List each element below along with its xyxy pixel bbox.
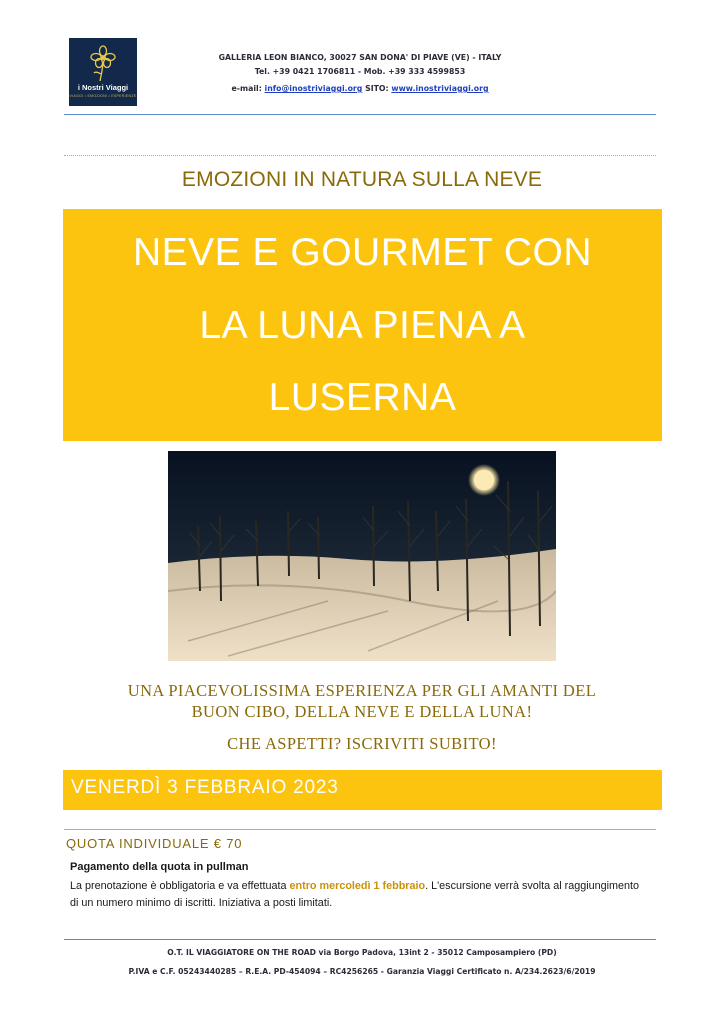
logo-name: i Nostri Viaggi [77,83,129,92]
lead-line-2: BUON CIBO, DELLA NEVE E DELLA LUNA! [191,702,533,721]
site-label: SITO: [365,84,389,93]
eyebrow-title: EMOZIONI IN NATURA SULLA NEVE [181,168,543,191]
header-phones: Tel. +39 0421 1706811 - Mob. +39 333 4599853 [254,67,466,76]
site-link[interactable]: www.inostriviaggi.org [391,84,489,93]
payment-note: Pagamento della quota in pullman [70,861,249,873]
footer-agency: O.T. IL VIAGGIATORE ON THE ROAD via Borgo Padova, 13int 2 - 35012 Camposampiero (PD) [167,948,557,957]
logo [69,38,137,106]
notes-before: La prenotazione è obbligatoria e va effettuata [70,880,290,892]
header-contacts [150,84,570,93]
quota-price: QUOTA INDIVIDUALE € 70 [66,836,243,851]
email-label: e-mail: [231,84,262,93]
notes-after: . L'escursione verrà svolta al raggiungimento di un numero minimo di iscritti. Iniziativa a posti limitati. [70,880,640,909]
header-address: GALLERIA LEON BIANCO, 30027 SAN DONA' DI PIAVE (VE) - ITALY [218,53,502,62]
title-line-1: NEVE E GOURMET CON [132,231,592,274]
title-box [63,209,662,441]
email-link[interactable]: info@inostriviaggi.org [264,84,363,93]
date-bar [63,770,662,810]
gold-divider [64,829,656,830]
snow-night-photo [168,451,556,661]
logo-tagline: VIAGGI • EMOZIONI • ESPERIENZE [69,94,137,98]
flower-icon [89,44,117,82]
lead-line-3: CHE ASPETTI? ISCRIVITI SUBITO! [227,734,497,753]
title-line-2: LA LUNA PIENA A [199,304,526,347]
footer-legal: P.IVA e C.F. 05243440285 – R.E.A. PD-454094 – RC4256265 - Garanzia Viaggi Certificato n. A/234.2623/6/2019 [128,967,596,976]
event-date: VENERDÌ 3 FEBBRAIO 2023 [71,777,339,798]
dotted-divider [64,155,656,156]
booking-notes [70,878,650,912]
booking-deadline: entro mercoledì 1 febbraio [289,880,426,892]
footer-divider [64,939,656,940]
lead-line-1: UNA PIACEVOLISSIMA ESPERIENZA PER GLI AMANTI DEL [127,681,597,700]
title-line-3: LUSERNA [268,376,457,419]
header-divider [64,114,656,115]
